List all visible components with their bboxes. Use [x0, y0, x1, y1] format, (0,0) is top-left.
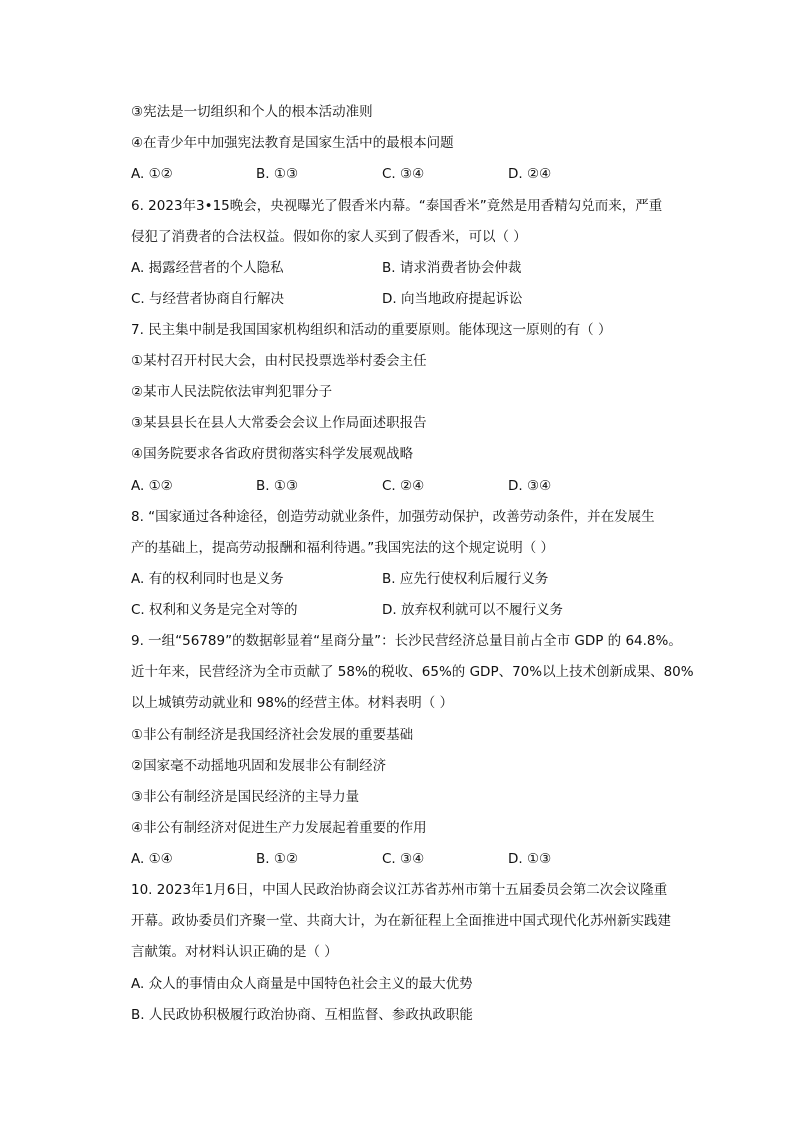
q7-statement-4: ④国务院要求各省政府贯彻落实科学发展观战略 [131, 446, 414, 462]
q10-option-b: B. 人民政协积极履行政治协商、互相监督、参政执政职能 [131, 1007, 473, 1023]
q8-option-a: A. 有的权利同时也是义务 [131, 571, 284, 587]
q6-option-a: A. 揭露经营者的个人隐私 [131, 260, 284, 276]
q9-option-c: C. ③④ [382, 851, 425, 867]
q7-statement-1: ①某村召开村民大会，由村民投票选举村委会主任 [131, 353, 427, 369]
q9-statement-4: ④非公有制经济对促进生产力发展起着重要的作用 [131, 820, 427, 836]
q9-statement-2: ②国家毫不动摇地巩固和发展非公有制经济 [131, 758, 387, 774]
q9-stem-2: 近十年来，民营经济为全市贡献了 58%的税收、65%的 GDP、70%以上技术创新成果、80% [131, 664, 694, 680]
q7-option-c: C. ②④ [382, 478, 425, 494]
q6-option-b: B. 请求消费者协会仲裁 [382, 260, 522, 276]
q8-stem-1: 8. “国家通过各种途径，创造劳动就业条件，加强劳动保护，改善劳动条件，并在发展生 [131, 509, 655, 525]
q9-stem-1: 9. 一组“56789”的数据彰显着“星商分量”：长沙民营经济总量目前占全市 GDP 的 64.8%。 [131, 633, 682, 649]
q7-option-d: D. ③④ [508, 478, 552, 494]
q9-option-b: B. ①② [256, 851, 299, 867]
q10-option-a: A. 众人的事情由众人商量是中国特色社会主义的最大优势 [131, 976, 473, 992]
q7-stem: 7. 民主集中制是我国国家机构组织和活动的重要原则。能体现这一原则的有（ ） [131, 322, 612, 338]
q7-statement-2: ②某市人民法院依法审判犯罪分子 [131, 384, 333, 400]
statement-3: ③宪法是一切组织和个人的根本活动准则 [131, 104, 373, 120]
q10-stem-2: 开幕。政协委员们齐聚一堂、共商大计，为在新征程上全面推进中国式现代化苏州新实践建 [131, 913, 671, 929]
q6-stem-1: 6. 2023年3•15晚会，央视曝光了假香米内幕。“泰国香米”竟然是用香精勾兑而来，严重 [131, 198, 663, 214]
statement-4: ④在青少年中加强宪法教育是国家生活中的最根本问题 [131, 135, 454, 151]
q6-stem-2: 侵犯了消费者的合法权益。假如你的家人买到了假香米，可以（ ） [131, 229, 527, 245]
q7-option-b: B. ①③ [256, 478, 299, 494]
q6-option-d: D. 向当地政府提起诉讼 [382, 291, 523, 307]
q5-option-a: A. ①② [131, 166, 173, 182]
q10-stem-3: 言献策。对材料认识正确的是（ ） [131, 944, 338, 960]
q9-option-d: D. ①③ [508, 851, 552, 867]
q9-statement-3: ③非公有制经济是国民经济的主导力量 [131, 789, 360, 805]
q8-option-d: D. 放弃权利就可以不履行义务 [382, 602, 563, 618]
q9-stem-3: 以上城镇劳动就业和 98%的经营主体。材料表明（ ） [131, 695, 454, 711]
q8-option-c: C. 权利和义务是完全对等的 [131, 602, 298, 618]
q9-option-a: A. ①④ [131, 851, 173, 867]
q7-option-a: A. ①② [131, 478, 173, 494]
q5-option-c: C. ③④ [382, 166, 425, 182]
q6-option-c: C. 与经营者协商自行解决 [131, 291, 285, 307]
q9-statement-1: ①非公有制经济是我国经济社会发展的重要基础 [131, 727, 414, 743]
q5-option-d: D. ②④ [508, 166, 552, 182]
q10-stem-1: 10. 2023年1月6日，中国人民政治协商会议江苏省苏州市第十五届委员会第二次会议隆重 [131, 882, 668, 898]
q8-option-b: B. 应先行使权利后履行义务 [382, 571, 549, 587]
q7-statement-3: ③某县县长在县人大常委会会议上作局面述职报告 [131, 415, 427, 431]
q8-stem-2: 产的基础上，提高劳动报酬和福利待遇。”我国宪法的这个规定说明（ ） [131, 540, 555, 556]
q5-option-b: B. ①③ [256, 166, 299, 182]
